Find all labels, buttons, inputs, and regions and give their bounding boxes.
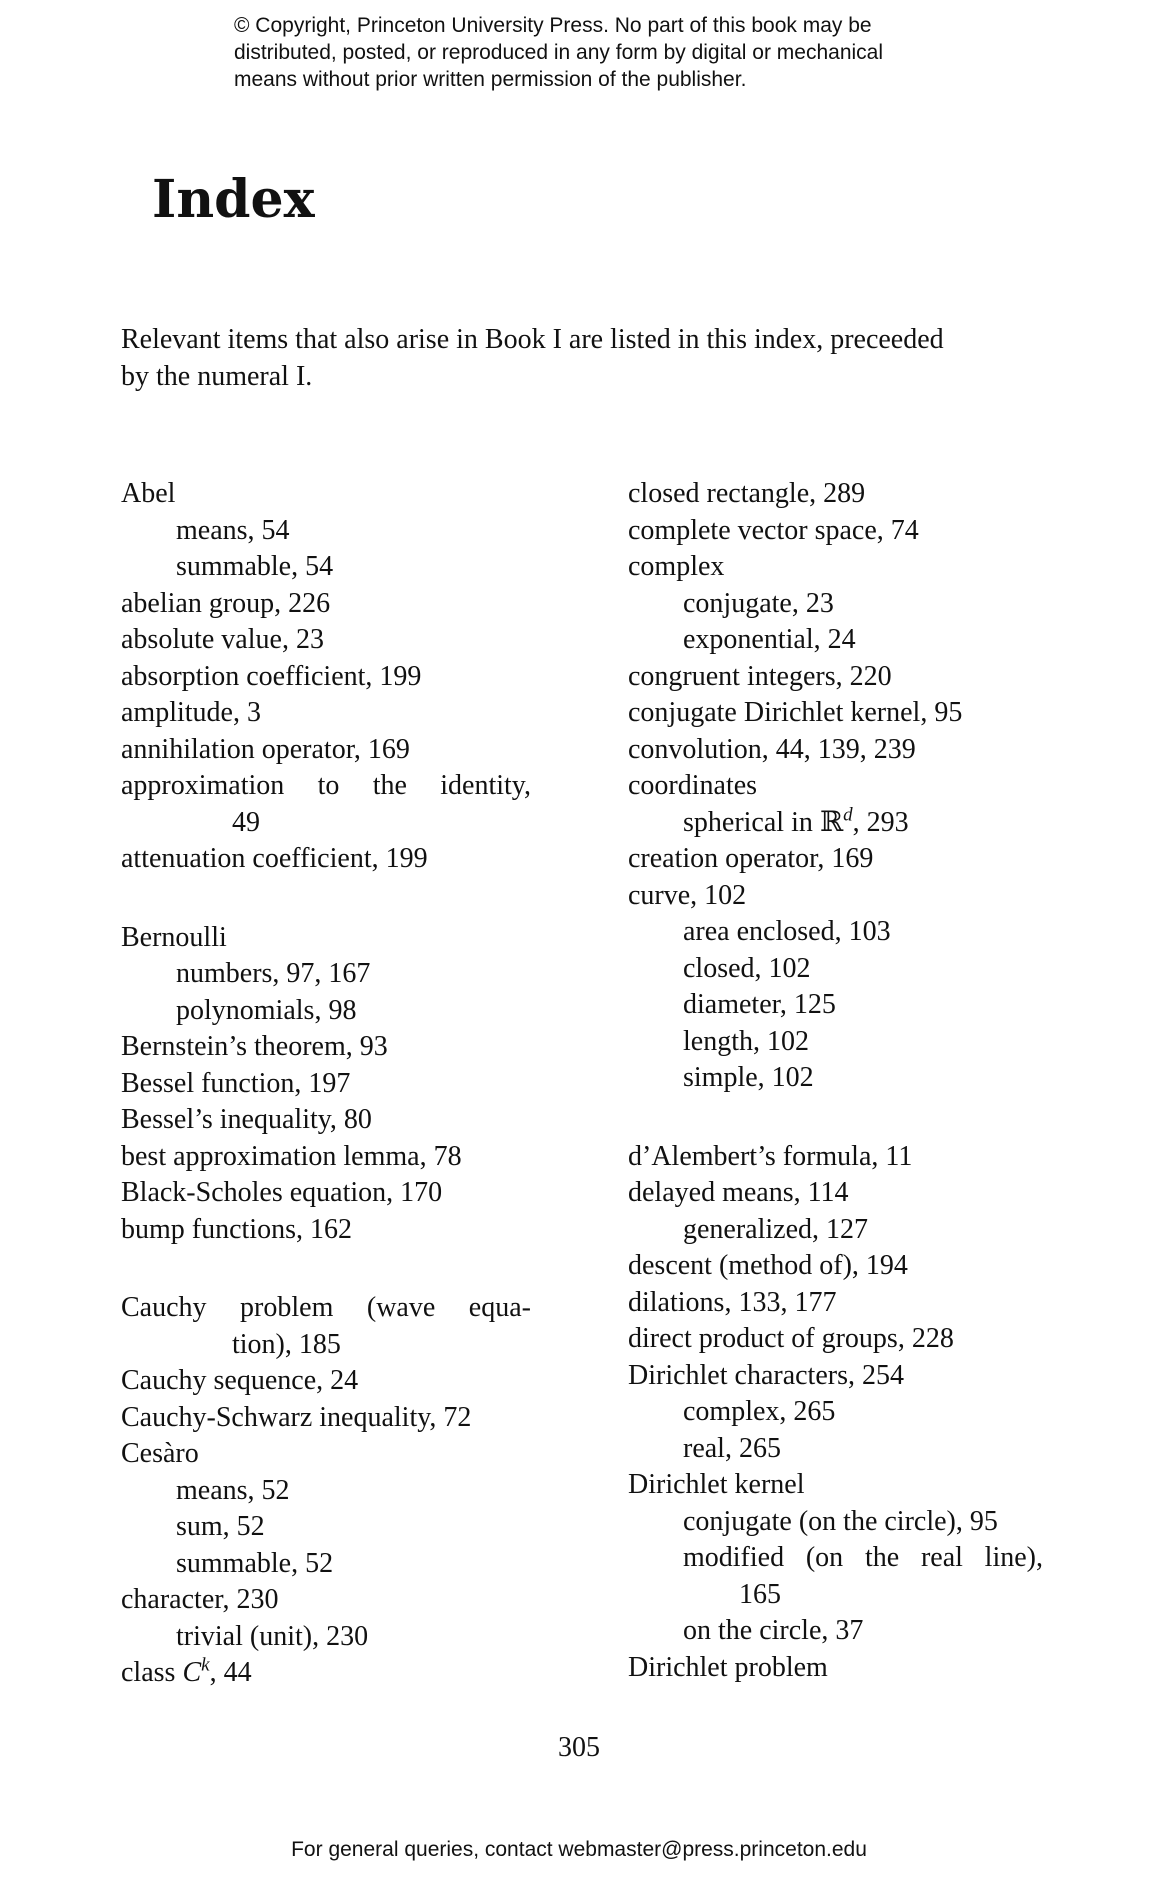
index-word: real [920,1542,963,1573]
index-continuation: tion), 185 [232,1328,341,1360]
index-subentry: closed, 102 [683,952,811,984]
index-subentry: diameter, 125 [683,989,836,1020]
index-subentry: on the circle, 37 [683,1615,864,1646]
index-entry: Cauchy-Schwarz inequality, 72 [121,1401,472,1433]
index-entry: complete vector space, 74 [628,514,919,546]
index-entry: Black-Scholes equation, 170 [121,1177,443,1208]
page-number: 305 [558,1732,600,1763]
index-word: line), [984,1542,1043,1573]
intro-line-2: by the numeral I. [121,360,313,392]
index-entry: Bernstein’s theorem, 93 [121,1031,388,1062]
index-entry: curve, 102 [628,879,747,911]
letter-group-gap [628,1097,1068,1139]
index-entry: delayed means, 114 [628,1177,849,1208]
index-subentry: means, 52 [176,1474,290,1506]
entry-text: class [121,1657,183,1688]
index-entry: direct product of groups, 228 [628,1323,954,1354]
index-entry: Bernoulli [121,921,227,953]
index-subentry: means, 54 [176,514,290,546]
index-entry: complex [628,551,725,582]
letter-group-gap [121,1248,541,1290]
math-superscript: k [201,1654,210,1676]
letter-group-gap [121,878,541,920]
index-entry: Bessel function, 197 [121,1067,351,1099]
index-entry: bump functions, 162 [121,1213,352,1245]
index-entry: Bessel’s inequality, 80 [121,1104,372,1135]
index-subentry: real, 265 [683,1432,781,1464]
footer-contact: For general queries, contact webmaster@press.princeton.edu [291,1838,867,1861]
math-symbol: ℝ [819,806,844,838]
intro-paragraph [121,322,1041,395]
index-entry: coordinates [628,770,758,801]
index-entry-justified [121,768,531,805]
copyright-line-3: means without prior written permission of the publisher. [234,68,747,91]
index-entry: abelian group, 226 [121,587,331,619]
entry-text: , 44 [209,1657,252,1688]
index-subentry: sum, 52 [176,1511,265,1542]
index-subentry: length, 102 [683,1025,809,1057]
entry-text: spherical in [683,806,820,838]
index-word: problem [240,1292,334,1323]
index-entry: Dirichlet kernel [628,1469,805,1500]
index-subentry: area enclosed, 103 [683,916,891,947]
entry-text: , 293 [852,806,909,838]
index-subentry: simple, 102 [683,1062,814,1093]
index-word: equa- [468,1292,531,1323]
index-subentry: conjugate (on the circle), 95 [683,1505,998,1537]
index-entry: d’Alembert’s formula, 11 [628,1140,913,1172]
page-title: Index [152,169,315,230]
index-entry: creation operator, 169 [628,843,874,874]
index-entry: absorption coefficient, 199 [121,660,422,692]
index-word: the [372,770,407,801]
index-subentry-justified [628,1540,1043,1577]
index-entry: absolute value, 23 [121,624,324,655]
index-word: the [864,1542,900,1573]
index-entry: dilations, 133, 177 [628,1286,837,1318]
index-word: identity, [440,770,531,801]
index-entry: Abel [121,478,176,509]
index-continuation: 165 [739,1578,781,1610]
index-entry: Dirichlet problem [628,1651,828,1683]
index-continuation: 49 [232,806,260,838]
index-entry: character, 230 [121,1584,279,1615]
index-entry: convolution, 44, 139, 239 [628,733,916,765]
index-entry [121,1655,541,1692]
index-entry: best approximation lemma, 78 [121,1140,462,1172]
index-subentry: polynomials, 98 [176,994,357,1026]
index-word: (wave [366,1292,436,1323]
index-entry-justified [121,1290,531,1327]
index-column-left [121,476,541,1692]
index-entry: attenuation coefficient, 199 [121,843,428,874]
index-entry: annihilation operator, 169 [121,733,410,765]
copyright-line-1: © Copyright, Princeton University Press. No part of this book may be [234,14,872,37]
index-word: modified [683,1542,785,1573]
index-entry: descent (method of), 194 [628,1250,908,1281]
index-entry: congruent integers, 220 [628,660,892,692]
index-subentry: numbers, 97, 167 [176,958,371,989]
index-subentry: trivial (unit), 230 [176,1620,369,1652]
index-entry: Dirichlet characters, 254 [628,1359,904,1391]
intro-line-1: Relevant items that also arise in Book I are listed in this index, preceeded [121,324,944,355]
index-subentry [628,805,1068,842]
math-symbol: C [182,1657,202,1688]
index-subentry: summable, 54 [176,551,334,582]
index-entry: Cauchy sequence, 24 [121,1365,359,1396]
index-subentry: exponential, 24 [683,624,856,655]
index-subentry: conjugate, 23 [683,587,834,619]
index-entry: closed rectangle, 289 [628,478,866,509]
index-entry: conjugate Dirichlet kernel, 95 [628,697,963,728]
index-word: to [317,770,340,801]
index-subentry: summable, 52 [176,1547,334,1579]
index-word: Cauchy [121,1292,207,1323]
index-subentry: generalized, 127 [683,1213,869,1245]
index-entry: amplitude, 3 [121,697,261,728]
index-word: approximation [121,770,285,801]
copyright-notice [234,12,994,93]
math-superscript: d [843,804,853,826]
index-word: (on [805,1542,844,1573]
index-subentry: complex, 265 [683,1396,836,1427]
copyright-line-2: distributed, posted, or reproduced in any form by digital or mechanical [234,41,884,64]
index-entry: Cesàro [121,1438,199,1469]
index-column-right [628,476,1068,1686]
